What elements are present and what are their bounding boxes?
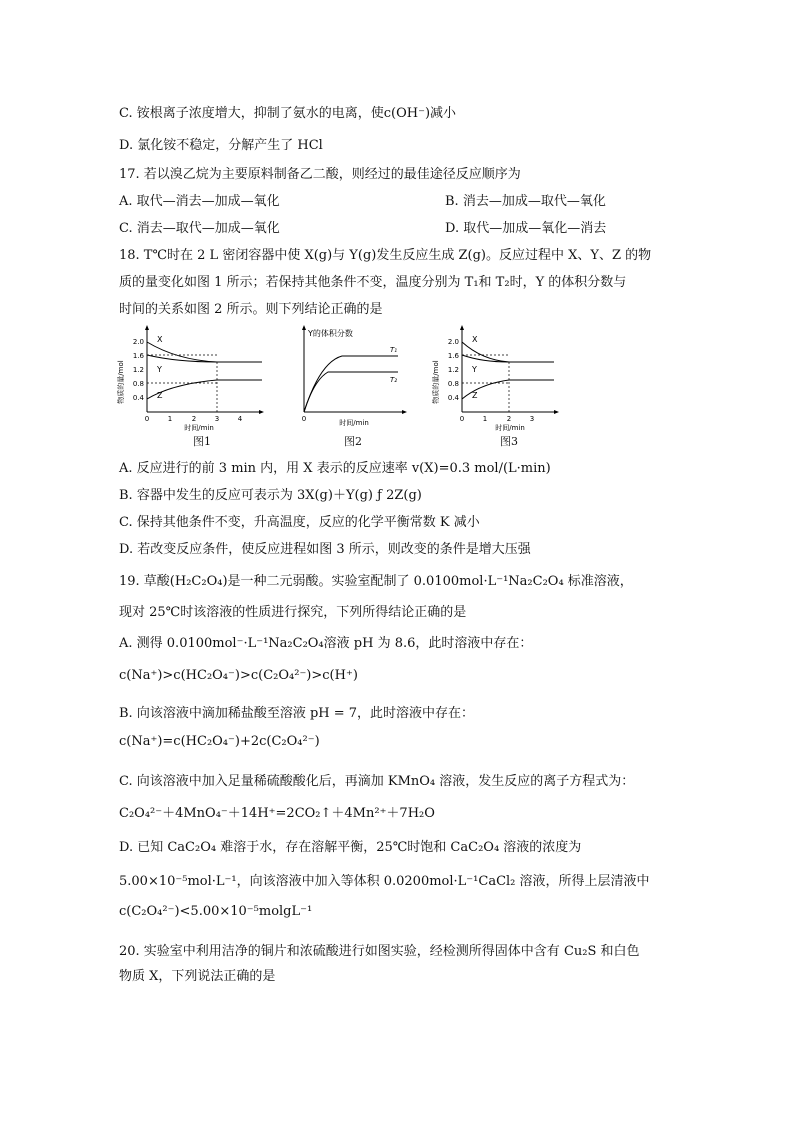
fig3-xtick: 0 [459,415,465,423]
fig1-ytick: 0.8 [132,380,144,388]
fig3-ytick: 1.2 [447,366,459,374]
fig2-ylabel: Y的体积分数 [308,329,353,338]
option-17a: A. 取代—消去—加成—氧化 [119,194,280,209]
fig1-curve-y: Y [157,365,162,374]
fig2-xtick: 0 [301,415,307,423]
option-18c: C. 保持其他条件不变，升高温度，反应的化学平衡常数 K 减小 [119,515,480,530]
fig1-curve-x: X [157,335,163,344]
option-17d: D. 取代—加成—氧化—消去 [445,221,607,236]
fig1-ytick: 2.0 [132,338,144,346]
fig3-curve-x: X [472,335,478,344]
fig3-curve-y: Y [472,365,477,374]
fig3-ylabel: 物质的量/mol [432,360,440,404]
question-20-line1: 20. 实验室中利用洁净的铜片和浓硫酸进行如图实验，经检测所得固体中含有 Cu₂S 和白色 [119,944,640,959]
option-18d: D. 若改变反应条件，使反应进程如图 3 所示，则改变的条件是增大压强 [119,542,531,557]
option-17c: C. 消去—取代—加成—氧化 [119,221,280,236]
fig3-caption: 图3 [500,435,518,448]
fig3-ytick: 2.0 [447,338,459,346]
option-19b: B. 向该溶液中滴加稀盐酸至溶液 pH = 7，此时溶液中存在： [119,706,475,721]
option-18a: A. 反应进行的前 3 min 内，用 X 表示的反应速率 v(X)=0.3 mol/(L·min) [119,461,551,476]
fig1-ylabel: 物质的量/mol [117,360,125,404]
question-20-line2: 物质 X，下列说法正确的是 [119,969,276,984]
fig1-xtick: 4 [237,415,243,423]
fig2-caption: 图2 [344,435,362,448]
option-19d: D. 已知 CaC₂O₄ 难溶于水，存在溶解平衡，25℃时饱和 CaC₂O₄ 溶液的浓度为 [119,840,582,855]
figure-3 [432,322,562,436]
equation-19a: c(Na⁺)>c(HC₂O₄⁻)>c(C₂O₄²⁻)>c(H⁺) [119,668,358,683]
equation-19d: c(C₂O₄²⁻)<5.00×10⁻⁵molgL⁻¹ [119,904,313,919]
option-18b: B. 容器中发生的反应可表示为 3X(g)＋Y(g) ƒ 2Z(g) [119,488,422,503]
fig1-xtick: 2 [191,415,197,423]
equation-19b: c(Na⁺)=c(HC₂O₄⁻)+2c(C₂O₄²⁻) [119,734,320,749]
fig1-ytick: 1.2 [132,366,144,374]
question-18-line3: 时间的关系如图 2 所示。则下列结论正确的是 [119,302,383,317]
fig2-curve-t1: T₁ [390,346,398,354]
figure-2 [290,322,410,436]
option-19a: A. 测得 0.0100mol⁻·L⁻¹Na₂C₂O₄溶液 pH 为 8.6，此时溶液中存在： [119,636,533,651]
option-17b: B. 消去—加成—取代—氧化 [445,194,606,209]
fig1-ytick: 0.4 [132,394,144,402]
question-18-line2: 质的量变化如图 1 所示；若保持其他条件不变，温度分别为 T₁和 T₂时，Y 的体积分数与 [119,275,627,290]
fig3-xtick: 1 [482,415,488,423]
fig1-xlabel: 时间/min [184,424,214,432]
question-18-line1: 18. T℃时在 2 L 密闭容器中使 X(g)与 Y(g)发生反应生成 Z(g)。反应过程中 X、Y、Z 的物 [119,248,652,263]
line-d16: D. 氯化铵不稳定，分解产生了 HCl [119,138,323,153]
fig3-ytick: 0.8 [447,380,459,388]
fig3-ytick: 0.4 [447,394,459,402]
fig1-xtick: 3 [214,415,220,423]
fig3-xtick: 3 [529,415,535,423]
fig1-ytick: 1.6 [132,352,144,360]
question-19-line2: 现对 25℃时该溶液的性质进行探究，下列所得结论正确的是 [119,605,467,620]
option-19d-line2: 5.00×10⁻⁵mol·L⁻¹，向该溶液中加入等体积 0.0200mol·L⁻¹CaCl₂ 溶液，所得上层清液中 [119,874,650,889]
fig3-xlabel: 时间/min [495,424,525,432]
fig2-curve-t2: T₂ [390,376,398,384]
line-c16: C. 铵根离子浓度增大，抑制了氨水的电离，使c(OH⁻)减小 [119,106,457,121]
fig3-xtick: 2 [506,415,512,423]
question-17: 17. 若以溴乙烷为主要原料制备乙二酸，则经过的最佳途径反应顺序为 [119,167,521,182]
fig3-ytick: 1.6 [447,352,459,360]
option-19c: C. 向该溶液中加入足量稀硫酸酸化后，再滴加 KMnO₄ 溶液，发生反应的离子方程式为： [119,774,635,789]
fig1-curve-z: Z [157,391,163,400]
question-19-line1: 19. 草酸(H₂C₂O₄)是一种二元弱酸。实验室配制了 0.0100mol·L⁻¹Na₂C₂O₄ 标准溶液， [119,574,633,589]
equation-19c: C₂O₄²⁻＋4MnO₄⁻＋14H⁺=2CO₂↑＋4Mn²⁺＋7H₂O [119,806,435,821]
fig3-curve-z: Z [472,391,478,400]
fig1-xtick: 1 [167,415,173,423]
fig1-caption: 图1 [193,435,211,448]
fig2-xlabel: 时间/min [339,419,369,427]
fig1-xtick: 0 [144,415,150,423]
figure-1 [117,322,267,436]
